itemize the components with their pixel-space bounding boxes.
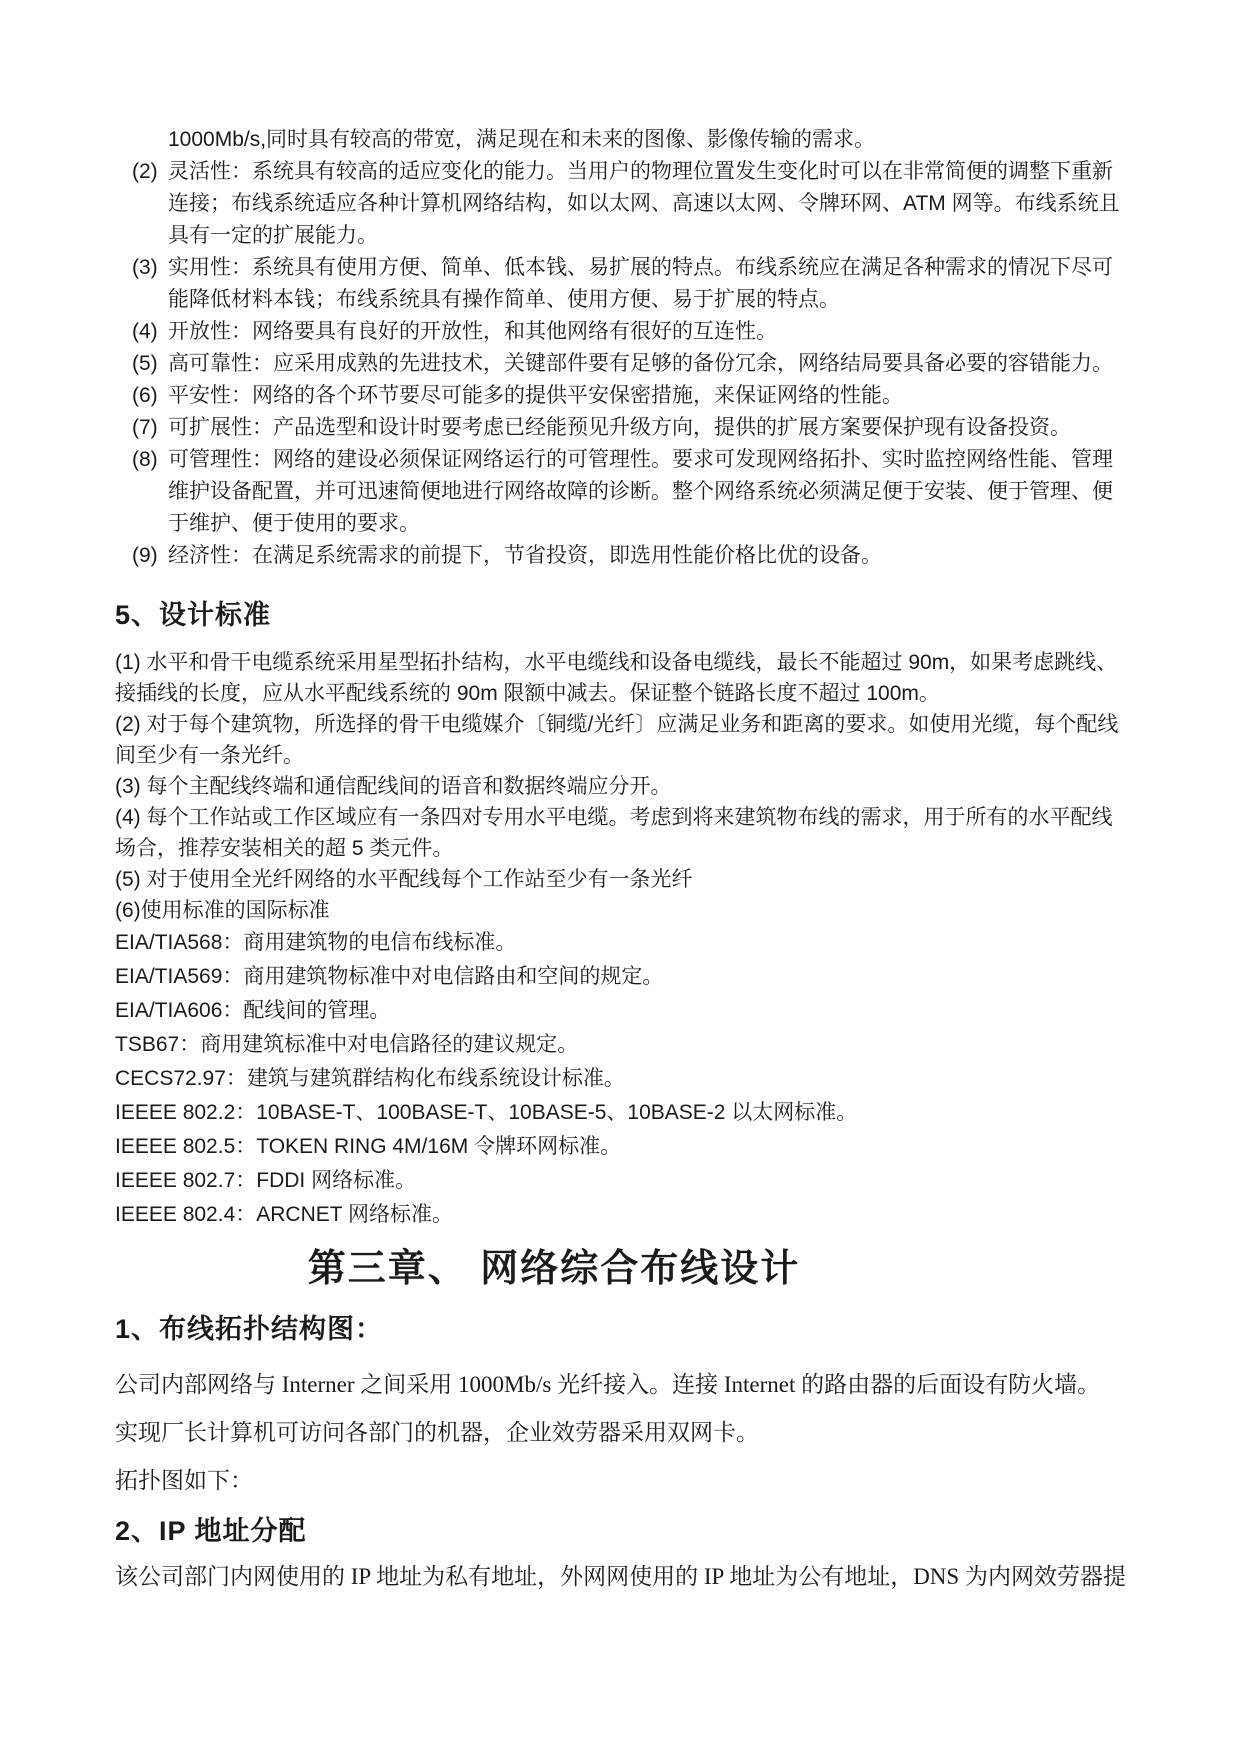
intro-continuation-line: 1000Mb/s,同时具有较高的带宽，满足现在和未来的图像、影像传输的需求。 <box>168 128 876 151</box>
requirements-list <box>115 156 1128 572</box>
standard-reference: IEEEE 802.4：ARCNET 网络标准。 <box>115 1203 454 1226</box>
list-number: (2) <box>132 160 158 183</box>
standard-reference: TSB67：商用建筑标准中对电信路径的建议规定。 <box>115 1033 579 1056</box>
body-paragraph: 该公司部门内网使用的 IP 地址为私有地址，外网网使用的 IP 地址为公有地址，DNS 为内网效劳器提 <box>115 1564 1126 1589</box>
requirement-item <box>115 316 1128 348</box>
standard-reference: EIA/TIA606：配线间的管理。 <box>115 999 391 1022</box>
list-number: (5) <box>132 352 158 375</box>
requirement-item <box>115 348 1128 380</box>
list-number: (7) <box>132 416 158 439</box>
body-paragraph: 拓扑图如下： <box>115 1468 253 1493</box>
requirement-item <box>115 252 1128 316</box>
body-paragraph: 公司内部网络与 Interner 之间采用 1000Mb/s 光纤接入。连接 Internet 的路由器的后面设有防火墙。 <box>115 1372 1101 1397</box>
list-number: (3) <box>132 256 158 279</box>
design-standard-item: (3) 每个主配线终端和通信配线间的语音和数据终端应分开。 <box>115 775 672 798</box>
requirement-item <box>115 540 1128 572</box>
design-standard-item: (1) 水平和骨干电缆系统采用星型拓扑结构，水平电缆线和设备电缆线，最长不能超过 90m，如果考虑跳线、接插线的长度，应从水平配线系统的 90m 限额中减去。保证整个链路长度不超过 100m。 <box>115 651 1118 705</box>
body-paragraph: 实现厂长计算机可访问各部门的机器，企业效劳器采用双网卡。 <box>115 1420 759 1445</box>
chapter-title: 第三章、 网络综合布线设计 <box>307 1248 801 1290</box>
requirement-item <box>115 156 1128 252</box>
ip-section-heading: 2、IP 地址分配 <box>115 1516 307 1546</box>
design-standard-item: (6)使用标准的国际标准 <box>115 899 330 922</box>
design-standard-item: (5) 对于使用全光纤网络的水平配线每个工作站至少有一条光纤 <box>115 868 693 891</box>
list-text: 经济性：在满足系统需求的前提下，节省投资，即选用性能价格比优的设备。 <box>168 544 882 567</box>
list-number: (9) <box>132 544 158 567</box>
list-text: 灵活性：系统具有较高的适应变化的能力。当用户的物理位置发生变化时可以在非常简便的调整下重新连接；布线系统适应各种计算机网络结构，如以太网、高速以太网、令牌环网、ATM 网等。布线系统且具有一定的扩展能力。 <box>168 160 1120 247</box>
standard-reference: IEEEE 802.7：FDDI 网络标准。 <box>115 1169 417 1192</box>
list-text: 可扩展性：产品选型和设计时要考虑已经能预见升级方向，提供的扩展方案要保护现有设备投资。 <box>168 416 1071 439</box>
list-text: 平安性：网络的各个环节要尽可能多的提供平安保密措施，来保证网络的性能。 <box>168 384 903 407</box>
list-number: (8) <box>132 448 158 471</box>
list-text: 开放性：网络要具有良好的开放性，和其他网络有很好的互连性。 <box>168 320 777 343</box>
standard-reference: EIA/TIA569：商用建筑物标准中对电信路由和空间的规定。 <box>115 965 664 988</box>
standards-reference-list <box>115 926 1128 1232</box>
list-text: 高可靠性：应采用成熟的先进技术，关键部件要有足够的备份冗余，网络结局要具备必要的容错能力。 <box>168 352 1113 375</box>
topology-section-heading: 1、布线拓扑结构图： <box>115 1314 384 1344</box>
requirement-item <box>115 412 1128 444</box>
requirement-item <box>115 444 1128 540</box>
list-text: 实用性：系统具有使用方便、简单、低本钱、易扩展的特点。布线系统应在满足各种需求的情况下尽可能降低材料本钱；布线系统具有操作简单、使用方便、易于扩展的特点。 <box>168 256 1113 311</box>
design-standards-heading: 5、设计标准 <box>115 600 272 630</box>
standard-reference: IEEEE 802.2：10BASE-T、100BASE-T、10BASE-5、10BASE-2 以太网标准。 <box>115 1101 858 1124</box>
design-standard-item: (2) 对于每个建筑物，所选择的骨干电缆媒介〔铜缆/光纤〕应满足业务和距离的要求。如使用光缆，每个配线间至少有一条光纤。 <box>115 713 1119 767</box>
ip-section-body <box>115 1562 1128 1592</box>
design-standard-item: (4) 每个工作站或工作区域应有一条四对专用水平电缆。考虑到将来建筑物布线的需求，用于所有的水平配线场合，推荐安装相关的超 5 类元件。 <box>115 806 1113 860</box>
standard-reference: IEEEE 802.5：TOKEN RING 4M/16M 令牌环网标准。 <box>115 1135 622 1158</box>
standard-reference: EIA/TIA568：商用建筑物的电信布线标准。 <box>115 931 517 954</box>
requirement-item <box>115 380 1128 412</box>
list-number: (4) <box>132 320 158 343</box>
list-number: (6) <box>132 384 158 407</box>
standard-reference: CECS72.97：建筑与建筑群结构化布线系统设计标准。 <box>115 1067 625 1090</box>
list-text: 可管理性：网络的建设必须保证网络运行的可管理性。要求可发现网络拓扑、实时监控网络性能、管理维护设备配置，并可迅速简便地进行网络故障的诊断。整个网络系统必须满足便于安装、便于管理、便于维护、便于使用的要求。 <box>168 448 1113 535</box>
topology-section-body <box>115 1370 1128 1496</box>
design-standards-items <box>115 647 1128 926</box>
